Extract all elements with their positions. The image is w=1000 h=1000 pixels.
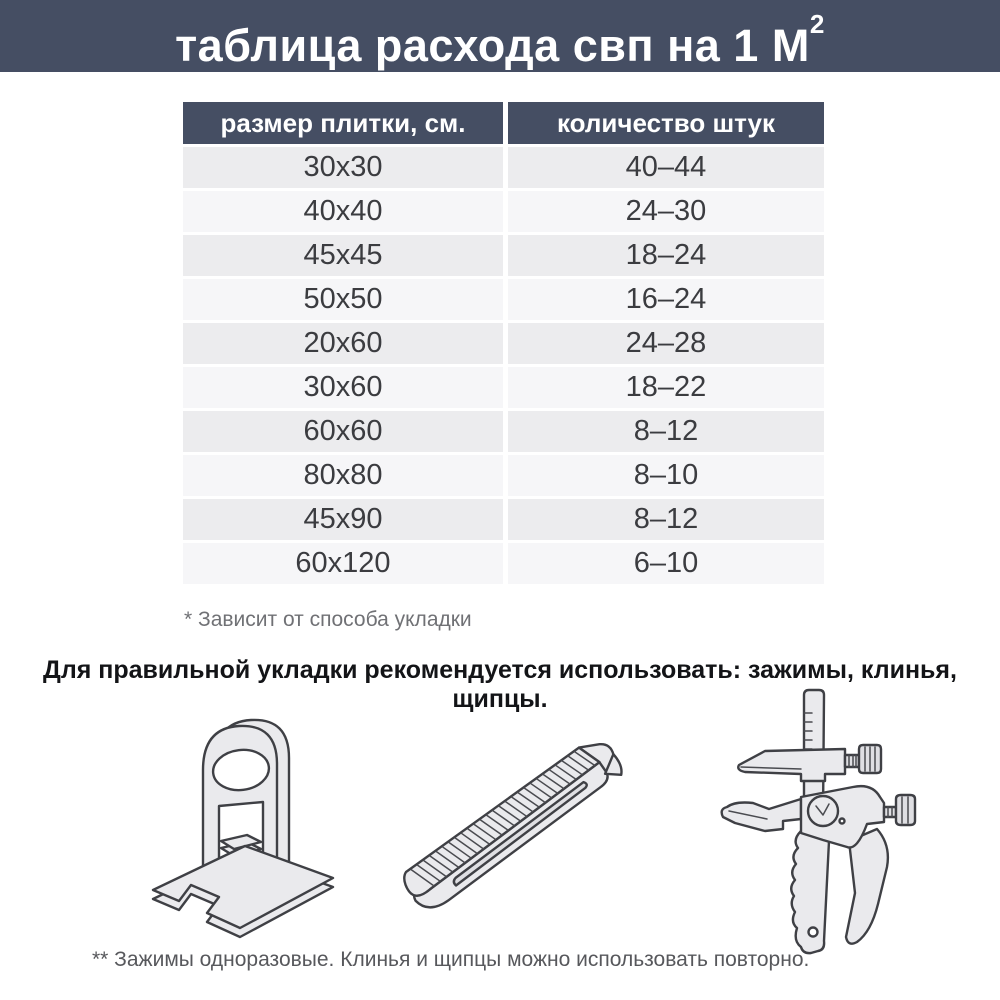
tile-leveling-clip-icon [115, 700, 360, 945]
size-cell: 60х60 [183, 411, 503, 452]
size-cell: 45х45 [183, 235, 503, 276]
table-row [183, 499, 824, 540]
column-header-qty: количество штук [508, 102, 824, 144]
table-row [183, 411, 824, 452]
page-title-text: таблица расхода свп на 1 М [175, 20, 810, 71]
table-row [183, 455, 824, 496]
table-row [183, 323, 824, 364]
tile-pliers-icon [705, 683, 960, 983]
qty-cell: 18–22 [508, 367, 824, 408]
consumption-table [183, 102, 824, 587]
column-header-size: размер плитки, см. [183, 102, 503, 144]
size-cell: 40х40 [183, 191, 503, 232]
table-row [183, 191, 824, 232]
table-row [183, 543, 824, 584]
table-row [183, 147, 824, 188]
qty-cell: 16–24 [508, 279, 824, 320]
table-row [183, 235, 824, 276]
qty-cell: 24–28 [508, 323, 824, 364]
qty-cell: 8–12 [508, 499, 824, 540]
size-cell: 45х90 [183, 499, 503, 540]
size-cell: 30х60 [183, 367, 503, 408]
tools-footnote: ** Зажимы одноразовые. Клинья и щипцы можно использовать повторно. [92, 948, 810, 971]
table-row [183, 367, 824, 408]
page-title-superscript: 2 [809, 9, 825, 40]
page-title [0, 0, 1000, 72]
size-cell: 30х30 [183, 147, 503, 188]
tile-wedge-icon [365, 720, 660, 935]
qty-cell: 24–30 [508, 191, 824, 232]
qty-cell: 6–10 [508, 543, 824, 584]
qty-cell: 8–12 [508, 411, 824, 452]
table-row [183, 279, 824, 320]
qty-cell: 18–24 [508, 235, 824, 276]
qty-cell: 8–10 [508, 455, 824, 496]
table-header-row [183, 102, 824, 144]
size-cell: 80х80 [183, 455, 503, 496]
size-cell: 50х50 [183, 279, 503, 320]
size-cell: 60х120 [183, 543, 503, 584]
title-bar [0, 0, 1000, 72]
qty-cell: 40–44 [508, 147, 824, 188]
table-footnote: * Зависит от способа укладки [184, 608, 472, 631]
recommendation-text: Для правильной укладки рекомендуется использовать: зажимы, клинья, щипцы. [43, 656, 957, 713]
size-cell: 20х60 [183, 323, 503, 364]
